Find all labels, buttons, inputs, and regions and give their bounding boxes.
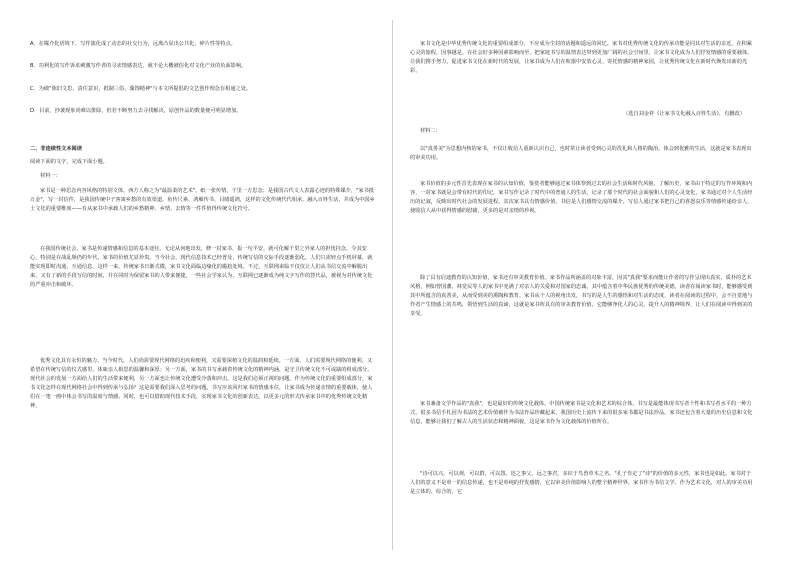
left-paragraph-2: 在我国传统社会，家书是传递情感和信息的基本途径。无论从何地出发，修一封家书、报一句平安，就可化解千里之外家人的担忧挂念，令其安心，特别是在战乱频仍的年代，家书的价值尤显珍贵。当今社会，现代信息技术已经普及，传统写信的交际手段逐渐弱化，人们只需轻点手机屏幕，就能实现即时沟通，互通信息，这样一来，传统家书日渐式微，家书文化面临边缘化的尴尬处境。不过，互联网来临不仅仅让人们从书信交流中解脱出来，又有了新的手段写信的时间，并在同时为保留家书的人带来便捷，一些社会学家认为，互联网已逐渐成为纯文字写作的替代品，被视为对传统文化的严重冲击和破坏。: [30, 246, 373, 288]
right-paragraph-6: "诗可以兴，可以观，可以群，可以怨。迩之事父，远之事君，多识于鸟兽草木之名。"孔子肯定了"诗"的价值的多元性，家书也是如此。家书对于人们的意义不是单一的信息传递，也不是单纯的抒发感情，它以审美价值影响人的整个精神世界。家书作为书信文学、作为艺术文化，对人的审美功用是立体的、综合的，它: [410, 471, 753, 495]
option-c: C．为破"陈旧文思，责任意识，抵制三俗，藻饰精神"与本文所提倡的文艺创作理念有相通之处。: [30, 86, 252, 92]
option-b: B．功利化的写作诉求刺激写作者的寻求情感表达，就不论大概被俗化对文化产业的负面影响。: [30, 63, 247, 69]
option-a: A．在媒介化语境下，写作演化成了动态的社交行为，远离凸显出公共化、碎片性等特点。: [30, 41, 236, 47]
material2-label: 材料二：: [420, 128, 441, 134]
material1-label: 材料一：: [40, 173, 61, 179]
right-paragraph-3: 家书价值的多元性首先表现在家书的认知价值，鉴赏者能够通过家书体察到过去的社会生活和时代风貌，了解历史，家书由于特定的写作环境和内容，一封家书就是会带有时代的印记，家书写作记录了时代中的普通人的生活，记录了那个时代的社会面貌和人们的心灵变化，家书通过对个人生活经历的记叙，反映出时代社会的发展进程。其次家书具有情感价值，书信是人们感情交流的媒介，写信人通过家书把自己的喜怒哀乐等情感传递给亲人，使收信人从中获得情感的慰藉，更多的是对亲情的珍视。: [410, 181, 753, 214]
left-paragraph-3: 优秀文化具有永恒的魅力。当今时代，人们尚需要现代网络的迅疾和便利，又需要深植文化的温润和延续。一方面，人们需要现代网络的便利，又希望在传统写信的仪式感里，体味亲人相思的温馨和深厚；另一方面，家书的书写承载着传统文化的精神内涵，是守卫传统文化不可或缺的组成部分。现代社会的发展一方面给人们的生活带来便利，另一方面也让传统文化遭受冷落和冲击，这是我们必须正视的问题。作为传统文化的重要组成部分，家书文化怎样在现代网络社会中得到传承与弘扬？这是需要我们深入思考的问题。书写应该回归家书的情感本位，让家书成为传递亲情的重要载体，使人们在一笔一画中体会书写的温度与情感。同时，也可以借助现代技术手段，实现家书文化的创新表达，以更多元的形式传承家书中的优秀传统文化精神。: [30, 358, 373, 409]
column-divider: [392, 20, 393, 550]
source-citation: （选自刘金祥《让家书文化融入百姓生活》，有删改）: [623, 111, 745, 117]
right-paragraph-2: 以"真善美"为思想内核的家书，不仅让收信人重新认识自己，也时常让读者受到心灵的洗礼和人格的陶冶，体会到优雅的生活，这就是家书表现出的审美功用。: [410, 146, 752, 161]
option-d: D．目前，抄袭现象尚难以排除，但若不断努力去寻找解决，原创作品的数量便可明显增加。: [30, 108, 242, 114]
section-title: 二、非连续性文本阅读: [30, 146, 82, 152]
right-paragraph-5: 家书兼备文学作品的"真我"，也是最好的传统文化载体。中国传统家书是文化和艺术的综合体，书写是最能体现书写者个性和书写者水平的一种方式，很多书信手札因为书法的艺术价值被作为书法作品珍藏起来，我国历史上流传下来的很多家书都是书法珍品。家书还包含着大量的历史信息和文化信息，能够让我们了解古人的生活状态和精神面貌，这是家书作为文化载体的价值所在。: [410, 401, 753, 425]
right-paragraph-4: 除了具有启迪教育的认知价值，家书还有审美教育价值。家书作品所涵盖的对象丰富，因其"真我"要求而能让作者的写作呈现出真实、质朴的艺术风格，例如曾国藩、林觉民等人的家书中充满了对亲人的关爱和对国家的忠诚，其中蕴含着中华民族优秀的传统美德，读者在阅读家书时，能够感受到其中所蕴含的真善美，从而受到美的熏陶和教育。家书从个人的视角出发，书写的是人生的感悟和对生活的态度，读者在阅读的过程中，会不自觉地与作者产生情感上的共鸣，领悟到生活的真谛，这就是家书所具有的审美教育价值，它能够净化人的心灵，提升人的精神境界，让人们在阅读中得到美的享受。: [410, 275, 753, 317]
left-paragraph-1: 家书是一种思念内容风格的特别文体，西方人称之为"最温柔的艺术"。纸一张传情，千里一方思念；是我国古代文人表露心迹的特殊媒介，"家书抵万金"，写一封信件，是我国传统中子客寓乡愁的有效渠道。鱼传尺素、鸿雁传书、目睹遥鸿，这样的文化传统代代相承，融入百姓生活，并成为中国乡土文化的重要维度——有从家书中承载人们的乡愁精神、乡情、去情等一件件值得传统文化符号。: [30, 188, 375, 212]
right-paragraph-1: 家书文化是中华优秀传统文化的重要组成部分，不应成为尘封的话题和遥远的回忆。家书对优秀传统文化的传承功能是同其对生活的亲近，在积累心灵的旅程，因事越是。在社会好多种因素影响而至，把家庭书写的温情表达带到更加广阔的社会空间里，让家书文化成为人们抒发情感的重要载体。让我们携手努力，促进家书文化在新时代的发展，让家书成为人们在喧嚣中安放心灵、寄托情感的精神家园，让优秀传统文化在新时代焕发出新的光彩。: [410, 41, 753, 74]
instruction: 阅读下面的文字，完成下面小题。: [30, 159, 108, 165]
